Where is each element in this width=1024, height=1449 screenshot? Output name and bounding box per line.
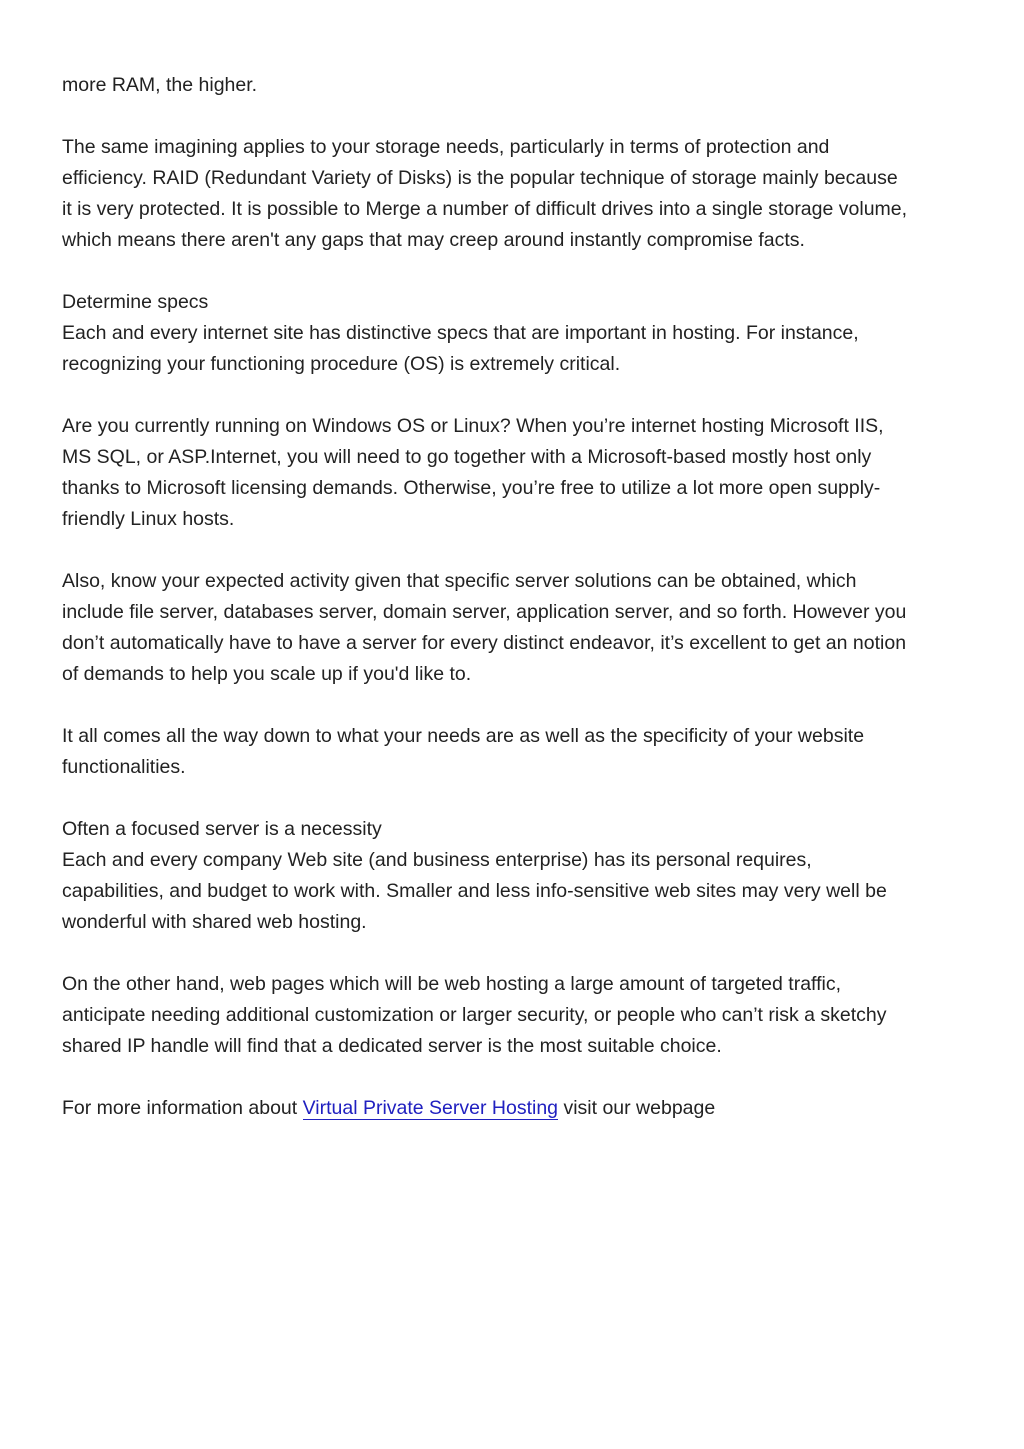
text-line: anticipate needing additional customization or larger security, or people who can’t risk a sketchy <box>62 1004 887 1026</box>
paragraph-determine-specs <box>62 287 967 380</box>
text-line: don’t automatically have to have a server for every distinct endeavor, it’s excellent to get an notion <box>62 632 907 654</box>
text-line: On the other hand, web pages which will be web hosting a large amount of targeted traffic, <box>62 973 842 995</box>
text-line: recognizing your functioning procedure (OS) is extremely critical. <box>62 353 621 375</box>
text-line: capabilities, and budget to work with. Smaller and less info-sensitive web sites may very well be <box>62 880 887 902</box>
paragraph-activity <box>62 566 967 690</box>
text-line: it is very protected. It is possible to Merge a number of difficult drives into a single storage volume, <box>62 198 908 220</box>
paragraph-focused-server <box>62 814 967 938</box>
text-line: efficiency. RAID (Redundant Variety of Disks) is the popular technique of storage mainly because <box>62 167 898 189</box>
text-line: wonderful with shared web hosting. <box>62 911 367 933</box>
text-line: which means there aren't any gaps that may creep around instantly compromise facts. <box>62 229 805 251</box>
text-line: Are you currently running on Windows OS or Linux? When you’re internet hosting Microsoft IIS, <box>62 415 884 437</box>
text-line: MS SQL, or ASP.Internet, you will need to go together with a Microsoft-based mostly host only <box>62 446 872 468</box>
text-line: more RAM, the higher. <box>62 74 258 96</box>
more-info-suffix: visit our webpage <box>558 1097 716 1119</box>
section-heading: Determine specs <box>62 291 209 313</box>
section-heading: Often a focused server is a necessity <box>62 818 382 840</box>
vps-hosting-link[interactable]: Virtual Private Server Hosting <box>302 1097 559 1119</box>
text-line: It all comes all the way down to what your needs are as well as the specificity of your website <box>62 725 865 747</box>
paragraph-needs <box>62 721 967 783</box>
text-line: Each and every company Web site (and business enterprise) has its personal requires, <box>62 849 812 871</box>
text-line: The same imagining applies to your storage needs, particularly in terms of protection and <box>62 136 830 158</box>
text-line: thanks to Microsoft licensing demands. Otherwise, you’re free to utilize a lot more open supply- <box>62 477 881 499</box>
text-line: of demands to help you scale up if you'd like to. <box>62 663 472 685</box>
text-line: friendly Linux hosts. <box>62 508 235 530</box>
text-line: functionalities. <box>62 756 186 778</box>
more-info-prefix: For more information about <box>62 1097 303 1119</box>
paragraph-dedicated <box>62 969 967 1062</box>
document-body <box>62 70 967 1155</box>
text-line: Also, know your expected activity given that specific server solutions can be obtained, which <box>62 570 857 592</box>
paragraph-more-info <box>62 1093 967 1124</box>
paragraph-ram <box>62 70 967 101</box>
text-line: Each and every internet site has distinctive specs that are important in hosting. For instance, <box>62 322 859 344</box>
text-line <box>62 1093 967 1124</box>
paragraph-storage <box>62 132 967 256</box>
text-line: include file server, databases server, domain server, application server, and so forth. However you <box>62 601 907 623</box>
text-line: shared IP handle will find that a dedicated server is the most suitable choice. <box>62 1035 722 1057</box>
paragraph-os <box>62 411 967 535</box>
